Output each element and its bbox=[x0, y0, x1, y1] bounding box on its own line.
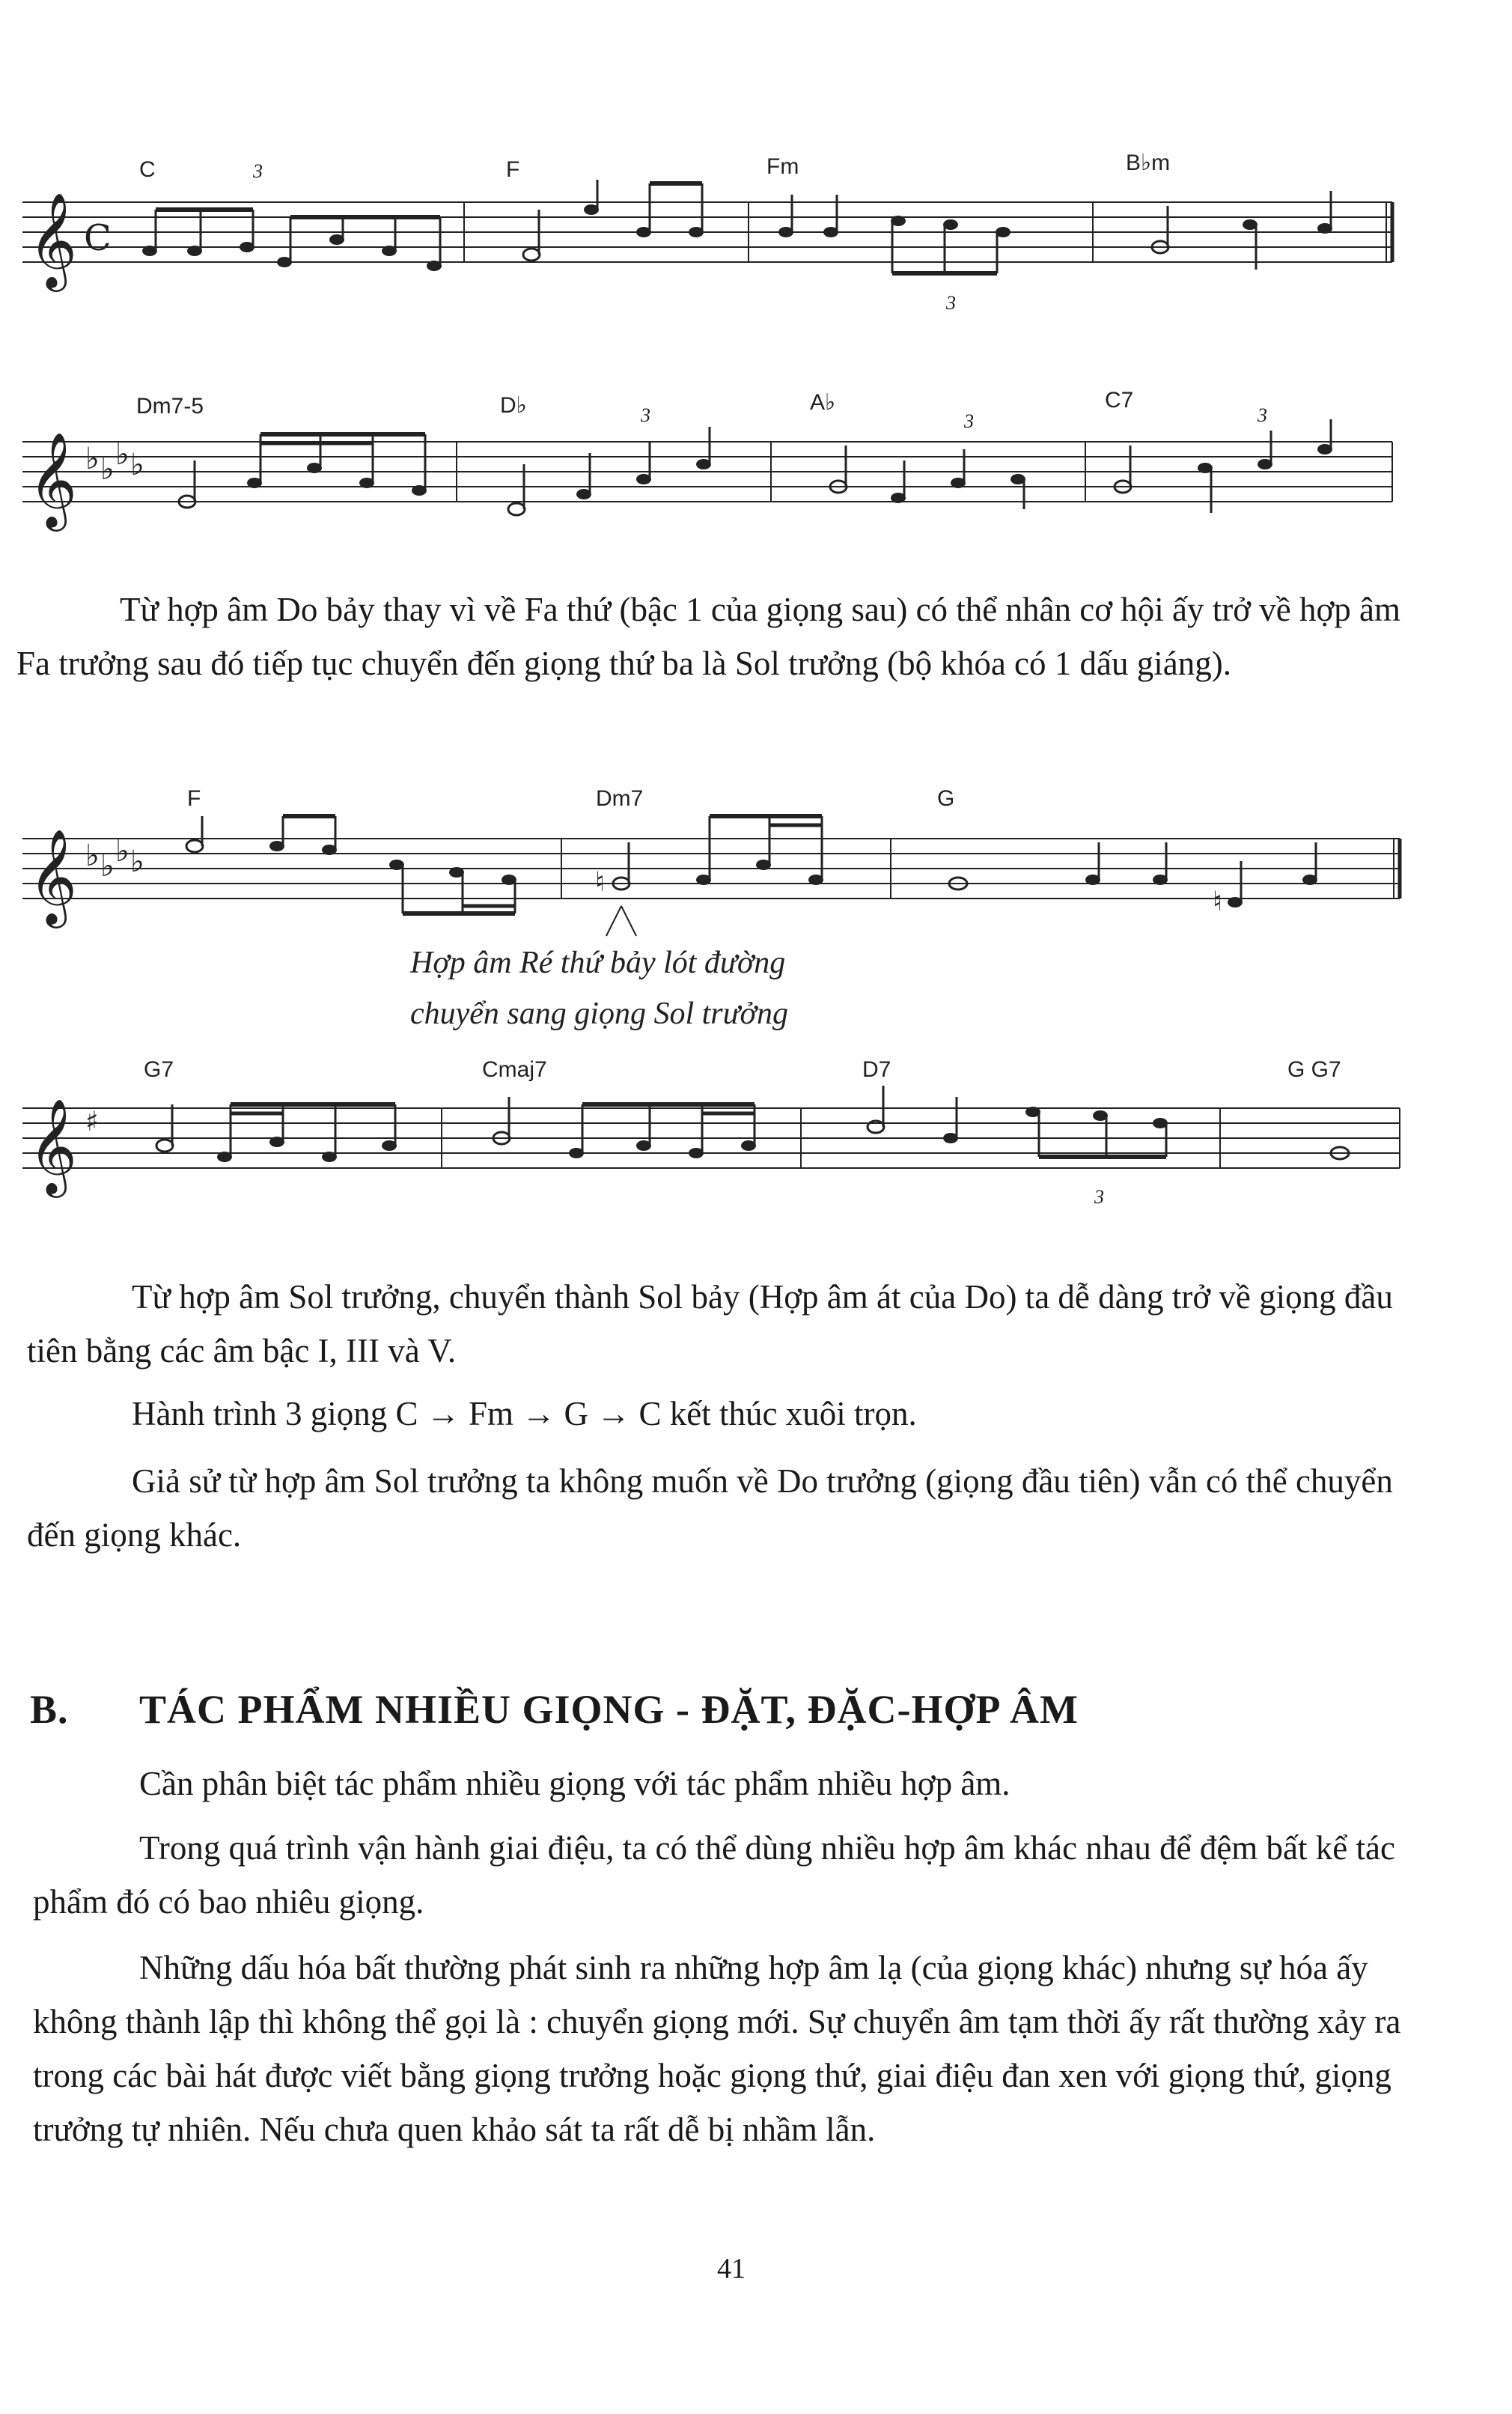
svg-text:♭: ♭ bbox=[100, 452, 115, 487]
svg-text:♭: ♭ bbox=[115, 834, 129, 869]
svg-text:♮: ♮ bbox=[1213, 887, 1222, 917]
chord-label: Dm7-5 bbox=[136, 394, 204, 419]
svg-text:♭: ♭ bbox=[85, 839, 100, 873]
chord-label: F bbox=[187, 786, 201, 811]
paragraph: Hành trình 3 giọng C → Fm → G → C kết thúc xuôi trọn. bbox=[132, 1395, 917, 1432]
triplet-mark: 3 bbox=[1094, 1186, 1104, 1208]
svg-text:♯: ♯ bbox=[85, 1107, 99, 1137]
triplet-mark: 3 bbox=[964, 410, 974, 432]
staff-4 bbox=[22, 1086, 1445, 1206]
section-title: TÁC PHẨM NHIỀU GIỌNG - ĐẶT, ĐẶC-HỢP ÂM bbox=[139, 1687, 1079, 1732]
chord-label: D♭ bbox=[500, 393, 527, 418]
chord-label: C7 bbox=[1105, 388, 1134, 413]
chord-label: G bbox=[937, 786, 955, 811]
chord-label: Dm7 bbox=[596, 786, 644, 811]
chord-label: Fm bbox=[766, 154, 799, 179]
svg-text:𝄞: 𝄞 bbox=[28, 828, 78, 924]
svg-text:♭: ♭ bbox=[115, 437, 129, 472]
staff-1 bbox=[22, 180, 1445, 300]
triplet-mark: 3 bbox=[1258, 404, 1267, 426]
chord-label: Cmaj7 bbox=[482, 1057, 547, 1082]
triplet-mark: 3 bbox=[253, 160, 263, 182]
svg-text:𝄞: 𝄞 bbox=[28, 1098, 78, 1194]
svg-text:♭: ♭ bbox=[130, 845, 144, 879]
section-label: B. bbox=[30, 1687, 69, 1732]
chord-label: G G7 bbox=[1287, 1057, 1341, 1082]
chord-label: A♭ bbox=[810, 390, 836, 415]
chord-label: F bbox=[506, 157, 520, 182]
svg-text:♭: ♭ bbox=[85, 442, 100, 476]
paragraph: Từ hợp âm Sol trưởng, chuyển thành Sol bảy (Hợp âm át của Do) ta dễ dàng trở về giọng đầu tiên bằng các âm bậc I, III và V. bbox=[27, 1278, 1393, 1369]
staff-2 bbox=[22, 419, 1445, 539]
staff-3 bbox=[22, 816, 1445, 936]
triplet-mark: 3 bbox=[946, 292, 956, 314]
chord-label: C bbox=[139, 157, 156, 182]
svg-text:♮: ♮ bbox=[595, 867, 605, 898]
paragraph: Trong quá trình vận hành giai điệu, ta có thể dùng nhiều hợp âm khác nhau để đệm bất kể tác phẩm đó có bao nhiêu giọng. bbox=[33, 1829, 1395, 1921]
triplet-mark: 3 bbox=[641, 404, 650, 426]
paragraph: Cần phân biệt tác phẩm nhiều giọng với tác phẩm nhiều hợp âm. bbox=[139, 1765, 1010, 1802]
annotation-line-1: Hợp âm Ré thứ bảy lót đường bbox=[410, 946, 786, 980]
svg-text:𝄞: 𝄞 bbox=[28, 431, 78, 527]
paragraph: Giả sử từ hợp âm Sol trưởng ta không muốn về Do trưởng (giọng đầu tiên) vẫn có thể chuyển đến giọng khác. bbox=[27, 1462, 1393, 1554]
svg-text:C: C bbox=[84, 217, 112, 259]
chord-label: G7 bbox=[144, 1057, 174, 1082]
page-number: 41 bbox=[717, 2253, 746, 2284]
svg-text:♭: ♭ bbox=[100, 849, 115, 884]
annotation-line-2: chuyển sang giọng Sol trưởng bbox=[410, 997, 788, 1031]
paragraph: Từ hợp âm Do bảy thay vì về Fa thứ (bậc 1 của giọng sau) có thể nhân cơ hội ấy trở về hợp âm Fa trưởng sau đó tiếp tục chuyển đến giọng thứ ba là Sol trưởng (bộ khóa có 1 dấu giáng). bbox=[16, 591, 1401, 682]
chord-label: D7 bbox=[862, 1057, 891, 1082]
chord-label: B♭m bbox=[1126, 151, 1171, 175]
paragraph: Những dấu hóa bất thường phát sinh ra những hợp âm lạ (của giọng khác) nhưng sự hóa ấy không thành lập thì không thể gọi là : chuyển giọng mới. Sự chuyển âm tạm thời ấy rất thường xảy ra trong các bài hát được viết bằng giọng trưởng hoặc giọng thứ, giai điệu đan xen với giọng thứ, giọng trưởng tự nhiên. Nếu chưa quen khảo sát ta rất dễ bị nhầm lẫn. bbox=[33, 1949, 1401, 2148]
svg-text:♭: ♭ bbox=[130, 448, 144, 482]
svg-text:𝄞: 𝄞 bbox=[28, 192, 78, 288]
